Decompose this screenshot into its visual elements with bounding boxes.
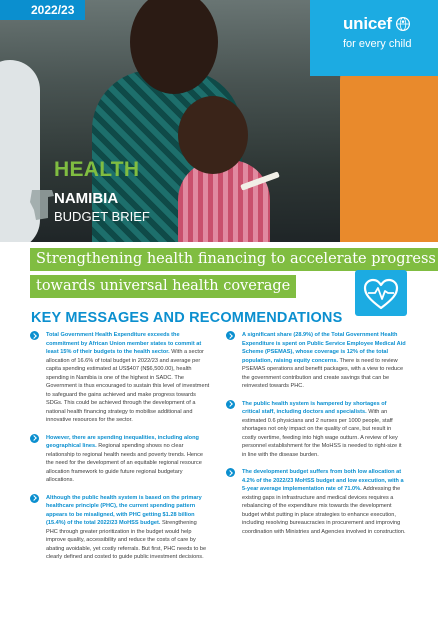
headline-line-1: Strengthening health financing to accelerate progress bbox=[30, 248, 438, 271]
unicef-tagline: for every child bbox=[343, 38, 412, 50]
messages-left-column bbox=[30, 331, 210, 571]
key-message bbox=[226, 400, 406, 460]
namibia-map-icon bbox=[28, 188, 56, 222]
message-body: Regional spending shows no clear relationship to regional health needs and poverty trends. Hence the need for the development of an equitable regional resource allocation framework to guide future regional budgetary allocations. bbox=[46, 443, 204, 483]
year-label: 2022/23 bbox=[31, 3, 75, 17]
message-body: There is need to review PSEMAS operations and benefit packages, with a view to reduce the government contribution and create savings that can be reinvested towards PHC. bbox=[242, 357, 404, 389]
year-tab bbox=[0, 0, 85, 20]
chevron-bullet-icon bbox=[30, 434, 39, 443]
message-lead: Although the public health system is based on the primary healthcare principle (PHC), the current spending pattern appears to be misaligned, with PHC getting $1.28 billion (15.4%) of the total 2022/23 MoHSS budget. bbox=[46, 494, 202, 526]
chevron-bullet-icon bbox=[30, 331, 39, 340]
message-lead: The public health system is hampered by shortages of critical staff, including doctors and specialists. bbox=[242, 400, 387, 415]
topic-title: HEALTH bbox=[54, 158, 140, 181]
message-body: With a sector allocation of 16.6% of total budget in 2022/23 and average per capita spending estimated at US$407 (N$6,500.00), health spending in Namibia is one of the highest in SADC. The Government is thus encouraged to sustain this level of investment to safeguard the gains achieved and make progress towards SDGs. This could be achieved through the development of a national health financing strategy to mobilise additional and innovative resources for the sector. bbox=[46, 349, 210, 423]
key-messages bbox=[30, 331, 406, 617]
unicef-globe-icon bbox=[395, 16, 411, 32]
message-lead: The development budget suffers from both low allocation at 4.2% of the 2022/23 MoHSS budget and low execution, with a 5-year average implementation rate of 71.0%. bbox=[242, 469, 404, 492]
key-message bbox=[226, 468, 406, 536]
brief-subtitle: BUDGET BRIEF bbox=[54, 209, 150, 224]
country-title: NAMIBIA bbox=[54, 190, 119, 207]
headline-line-2: towards universal health coverage bbox=[30, 275, 296, 298]
key-messages-heading: KEY MESSAGES AND RECOMMENDATIONS bbox=[31, 310, 343, 326]
message-body: With an estimated 0.6 physicians and 2 nurses per 1000 people, staff shortages not only impact on the quality of care, but result in costly overtime, feeding into high wage outturn. A review of key personnel establishment for the MoHSS is needed to right-size it in line with the disease burden. bbox=[242, 409, 402, 458]
key-message bbox=[30, 331, 210, 425]
key-message bbox=[30, 494, 210, 562]
messages-right-column bbox=[226, 331, 406, 545]
message-lead: However, there are spending inequalities, including along geographical lines. bbox=[46, 434, 199, 449]
key-message bbox=[30, 434, 210, 485]
chevron-bullet-icon bbox=[226, 331, 235, 340]
key-message bbox=[226, 331, 406, 391]
title-block bbox=[54, 158, 150, 224]
unicef-wordmark: unicef bbox=[343, 14, 392, 33]
message-body: Addressing the existing gaps in infrastructure and medical devices requires a rebalancing of the expenditure mix towards the development budget whilst putting in place strategies to enhance execution, including resolving bureaucracies in procurement and improving coordination with Ministries and Agencies involved in construction. bbox=[242, 486, 406, 535]
message-lead: A significant share (28.9%) of the Total Government Health Expenditure is spent on Public Service Employee Medical Aid Scheme (PSEMAS), whose coverage is 12% of the total population, raising equity concerns. bbox=[242, 332, 406, 364]
heart-pulse-badge bbox=[355, 270, 407, 316]
message-lead: Total Government Health Expenditure exceeds the commitment by African Union member states to commit at least 15% of their budgets to the health sector. bbox=[46, 332, 202, 355]
chevron-bullet-icon bbox=[30, 494, 39, 503]
message-body: Strengthening PHC through greater prioritization in the budget would help improve quality, accessibility and reduce the costs of care by abating avoidable, yet costly referrals. But first, PHC needs to be clearly defined and costed to guide public investment decisions. bbox=[46, 520, 207, 560]
hero-photo bbox=[0, 0, 438, 242]
chevron-bullet-icon bbox=[226, 400, 235, 409]
heart-pulse-icon bbox=[355, 270, 407, 316]
chevron-bullet-icon bbox=[226, 468, 235, 477]
unicef-logo bbox=[310, 0, 438, 76]
